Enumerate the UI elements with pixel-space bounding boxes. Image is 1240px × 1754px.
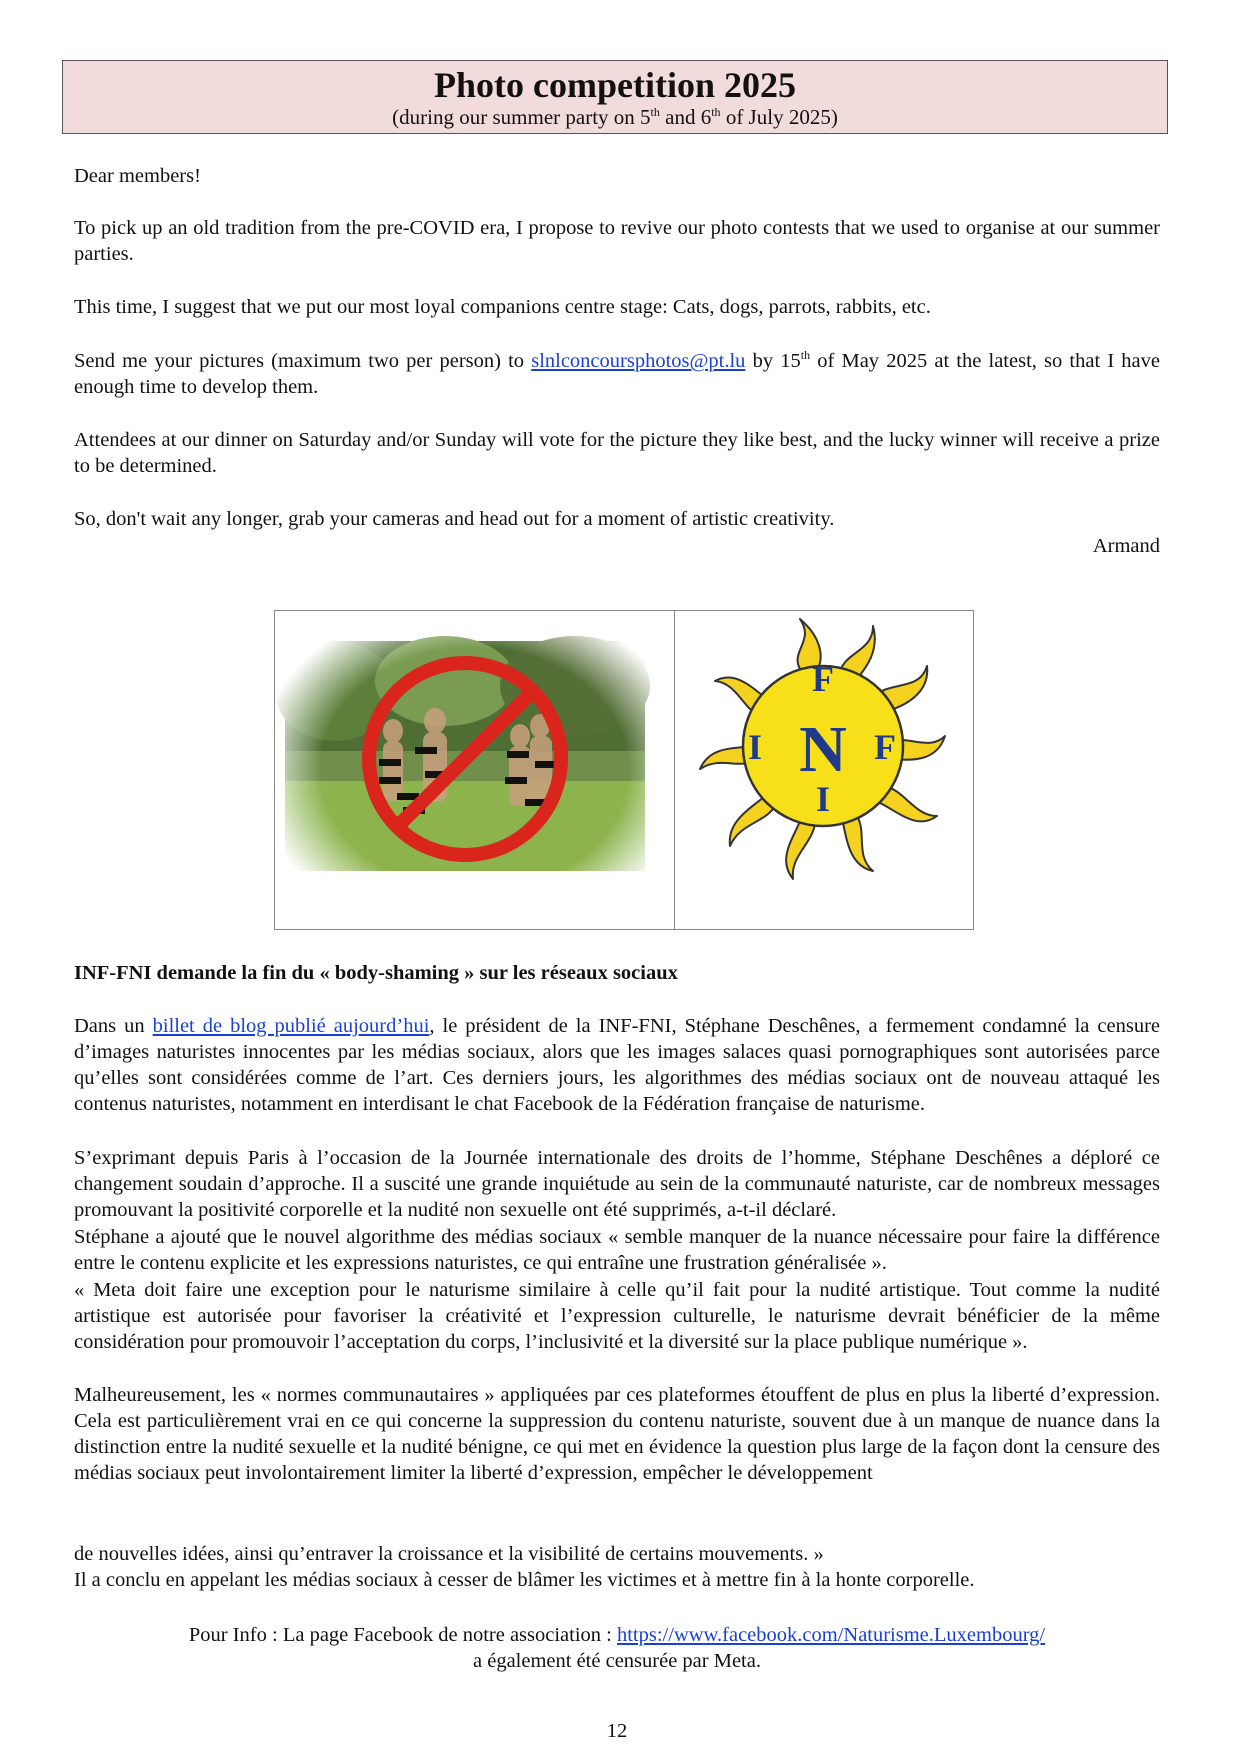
- article-paragraph-4: « Meta doit faire une exception pour le naturisme similaire à celle qu’il fait pour la nudité artistique. Tout comme la nudité artistique est autorisée pour favoriser la créativité et l’expression culturelle, le naturisme devrait bénéficier de la même considération pour promouvoir l’acceptation du corps, l’inclusivité et la diversité sur la place publique numérique ».: [74, 1279, 1160, 1353]
- censored-nudity-illustration: [275, 611, 674, 928]
- footer-info-line-2: a également été censurée par Meta.: [473, 1650, 761, 1672]
- logo-letter-left: I: [747, 727, 763, 767]
- censored-photo: [274, 610, 676, 930]
- letter-paragraph-1: To pick up an old tradition from the pre-COVID era, I propose to revive our photo contests that we used to organise at our summer parties.: [74, 217, 1160, 265]
- article-paragraph-1: Dans un billet de blog publié aujourd’hui, le président de la INF-FNI, Stéphane Deschênes, a fermement condamné la censure d’images naturistes innocentes par les médias sociaux, alors que les images salaces quasi pornographiques sont autorisées parce qu’elles sont considérées comme de l’art. Ces derniers jours, les algorithmes des médias sociaux ont de nouveau attaqué les contenus naturistes, notamment en interdisant le chat Facebook de la Fédération française de naturisme.: [74, 1015, 1160, 1115]
- article-paragraph-6: de nouvelles idées, ainsi qu’entraver la croissance et la visibilité de certains mouvements. »: [74, 1543, 824, 1565]
- letter-paragraph-2: This time, I suggest that we put our most loyal companions centre stage: Cats, dogs, parrots, rabbits, etc.: [74, 296, 931, 318]
- email-link[interactable]: slnlconcoursphotos@pt.lu: [531, 350, 746, 372]
- logo-letter-center: N: [799, 713, 847, 786]
- logo-letter-right: F: [874, 727, 896, 767]
- letter-paragraph-4: Attendees at our dinner on Saturday and/or Sunday will vote for the picture they like best, and the lucky winner will receive a prize to be determined.: [74, 429, 1160, 477]
- signature: Armand: [1092, 535, 1160, 557]
- letter-paragraph-3: Send me your pictures (maximum two per person) to slnlconcoursphotos@pt.lu by 15th of May 2025 at the latest, so that I have enough time to develop them.: [74, 348, 1160, 398]
- inf-fni-sun-logo: [675, 611, 972, 928]
- article-paragraph-3: Stéphane a ajouté que le nouvel algorithme des médias sociaux « semble manquer de la nuance nécessaire pour faire la différence entre le contenu explicite et les expressions naturistes, ce qui entraîne une frustration généralisée ».: [74, 1226, 1160, 1274]
- article-heading: INF-FNI demande la fin du « body-shaming » sur les réseaux sociaux: [74, 962, 678, 984]
- blog-link[interactable]: billet de blog publié aujourd’hui: [152, 1015, 430, 1037]
- article-paragraph-5: Malheureusement, les « normes communautaires » appliquées par ces plateformes étouffent de plus en plus la liberté d’expression. Cela est particulièrement vrai en ce qui concerne la suppression du contenu naturiste, souvent due à un manque de nuance dans la distinction entre la nudité sexuelle et la nudité bénigne, ce qui met en évidence la question plus large de la façon dont la censure des médias sociaux peut involontairement limiter la liberté d’expression, empêcher le développement: [74, 1384, 1160, 1484]
- facebook-link[interactable]: https://www.facebook.com/Naturisme.Luxembourg/: [616, 1624, 1046, 1646]
- logo-letter-top: F: [812, 659, 834, 699]
- page-number: 12: [606, 1720, 628, 1742]
- logo-letter-bottom: I: [815, 779, 831, 819]
- greeting: Dear members!: [74, 165, 201, 187]
- title-box: [62, 60, 1168, 134]
- article-paragraph-2: S’exprimant depuis Paris à l’occasion de la Journée internationale des droits de l’homme, Stéphane Deschênes a déploré ce changement soudain d’approche. Il a suscité une grande inquiétude au sein de la communauté naturiste, car de nombreux messages promouvant la positivité corporelle et la nudité non sexuelle ont été supprimés, a-t-il déclaré.: [74, 1147, 1160, 1221]
- footer-info: Pour Info : La page Facebook de notre association : https://www.facebook.com/Naturisme.Luxembourg/: [188, 1624, 1046, 1646]
- page-title: Photo competition 2025: [434, 65, 796, 105]
- letter-paragraph-5: So, don't wait any longer, grab your cameras and head out for a moment of artistic creativity.: [74, 508, 835, 530]
- page-subtitle: (during our summer party on 5th and 6th of July 2025): [392, 105, 838, 129]
- article-paragraph-7: Il a conclu en appelant les médias sociaux à cesser de blâmer les victimes et à mettre fin à la honte corporelle.: [74, 1569, 975, 1591]
- inf-fni-logo-box: [674, 610, 974, 930]
